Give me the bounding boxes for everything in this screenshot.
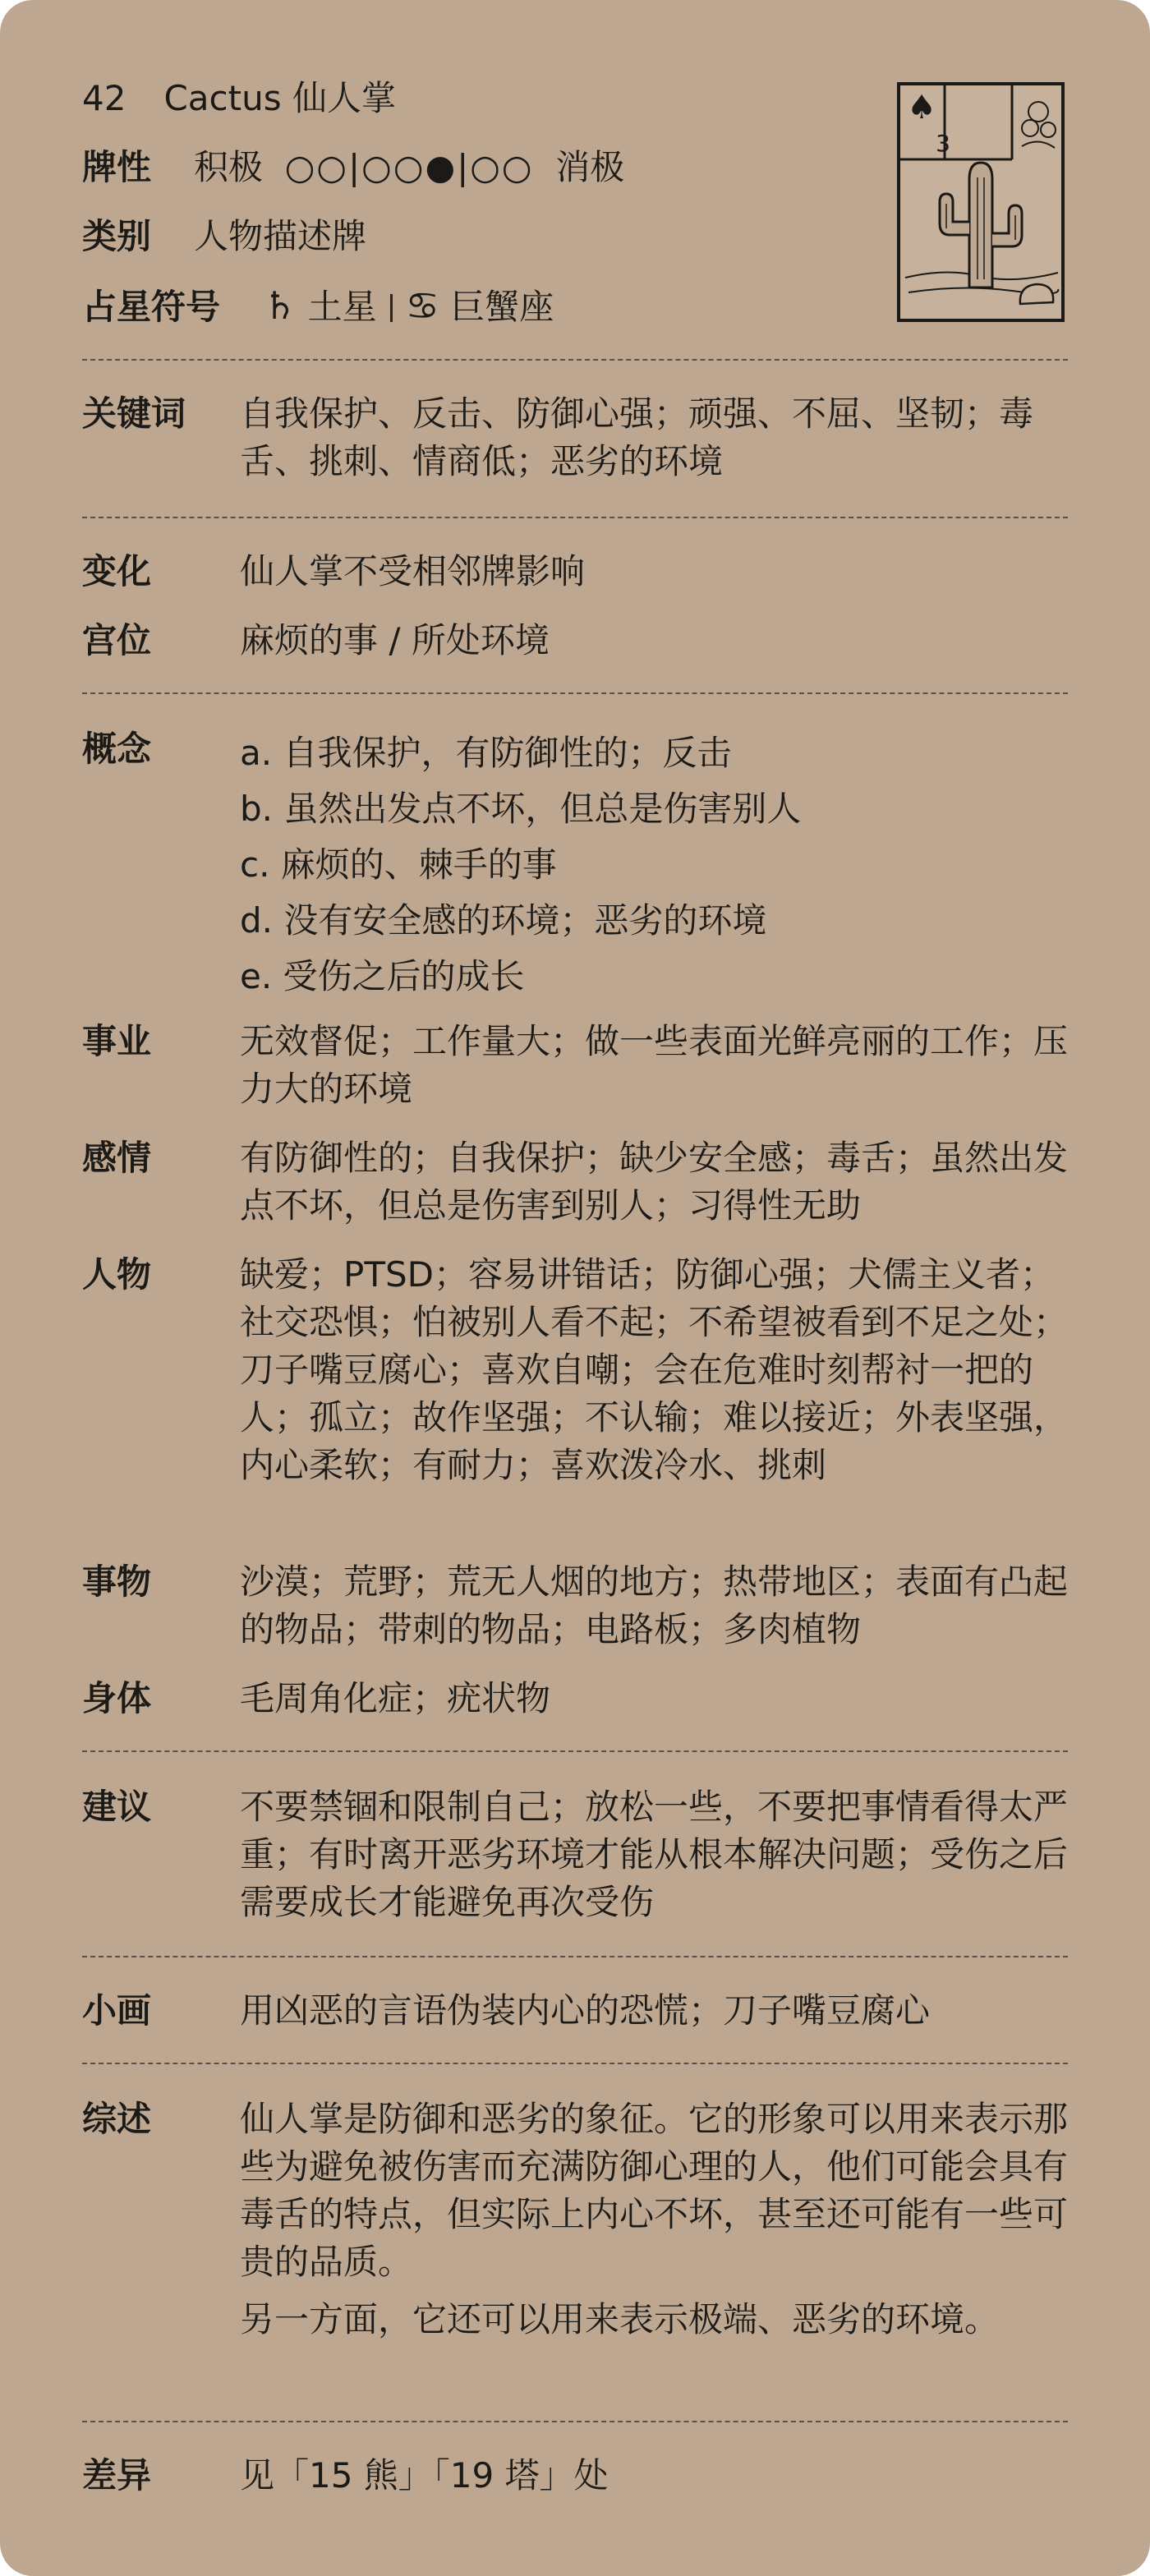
career-value: 无效督促；工作量大；做一些表面光鲜亮丽的工作；压力大的环境 (240, 1021, 1069, 1109)
body-value: 毛周角化症；疣状物 (240, 1678, 551, 1718)
card-rank: 3 (936, 130, 950, 157)
divider (82, 2063, 1068, 2064)
person-label: 人物 (82, 1254, 152, 1295)
person-value: 缺爱；PTSD；容易讲错话；防御心强；犬儒主义者；社交恐惧；怕被别人看不起；不希望被看到不足之处；刀子嘴豆腐心；喜欢自嘲；会在危难时刻帮衬一把的人；孤立；故作坚强；不认输；难以接近；外表坚强，内心柔软；有耐力；喜欢泼冷水、挑刺 (240, 1254, 1069, 1485)
rock-icon (1020, 284, 1053, 304)
card-title-en: Cactus (163, 78, 282, 118)
astro-separator (390, 294, 393, 322)
divider (82, 2421, 1068, 2422)
concept-item-c: c. 麻烦的、棘手的事 (240, 844, 557, 885)
concept-item-d: d. 没有安全感的环境；恶劣的环境 (240, 900, 767, 941)
card-title-cn: 仙人掌 (292, 78, 396, 118)
polarity-scale: ○○|○○●|○○ (284, 147, 534, 187)
summary-paragraph-2: 另一方面，它还可以用来表示极端、恶劣的环境。 (240, 2299, 1000, 2339)
advice-label: 建议 (82, 1787, 152, 1827)
things-label: 事物 (82, 1562, 152, 1602)
sketch-value: 用凶恶的言语伪装内心的恐慌；刀子嘴豆腐心 (240, 1990, 931, 2031)
summary-text (240, 2095, 1071, 2353)
category-value: 人物描述牌 (194, 216, 367, 256)
category-label: 类别 (82, 216, 152, 256)
category-row (82, 202, 366, 271)
concept-label: 概念 (82, 729, 152, 769)
love-label: 感情 (82, 1138, 152, 1178)
advice-value: 不要禁锢和限制自己；放松一些，不要把事情看得太严重；有时离开恶劣环境才能从根本解决问题；受伤之后需要成长才能避免再次受伤 (240, 1787, 1069, 1922)
concept-item-b: b. 虽然出发点不坏，但总是伤害别人 (240, 789, 802, 829)
polarity-positive: 积极 (194, 147, 264, 187)
astro-label: 占星符号 (82, 287, 221, 327)
change-value: 仙人掌不受相邻牌影响 (240, 551, 586, 591)
sketch-label: 小画 (82, 1990, 152, 2031)
body-label: 身体 (82, 1678, 152, 1718)
house-value: 麻烦的事 / 所处环境 (240, 620, 550, 660)
divider (82, 692, 1068, 694)
card-number: 42 (82, 78, 126, 118)
divider (82, 1956, 1068, 1957)
cancer-icon: ♋ (405, 283, 439, 328)
divider (82, 1750, 1068, 1752)
polarity-label: 牌性 (82, 147, 152, 187)
keywords-label: 关键词 (82, 393, 186, 434)
divider (82, 359, 1068, 361)
difference-value: 见「15 熊」「19 塔」处 (240, 2455, 609, 2496)
spade-icon: ♠ (907, 89, 936, 126)
keywords-value: 自我保护、反击、防御心强；顽强、不屈、坚韧；毒舌、挑刺、情商低；恶劣的环境 (240, 393, 1034, 481)
house-label: 宫位 (82, 620, 152, 660)
card-title-row (82, 64, 396, 133)
cactus-card-illustration (897, 82, 1065, 322)
polarity-negative: 消极 (555, 147, 625, 187)
polarity-row (82, 133, 624, 202)
divider (82, 517, 1068, 518)
love-value: 有防御性的；自我保护；缺少安全感；毒舌；虽然出发点不坏，但总是伤害到别人；习得性无助 (240, 1138, 1069, 1226)
summary-label: 综述 (82, 2099, 152, 2139)
astro-sign: 巨蟹座 (450, 287, 554, 327)
saturn-icon: ♄ (263, 283, 297, 328)
change-label: 变化 (82, 551, 152, 591)
summary-paragraph-1: 仙人掌是防御和恶劣的象征。它的形象可以用来表示那些为避免被伤害而充满防御心理的人，他们可能会具有毒舌的特点，但实际上内心不坏，甚至还可能有一些可贵的品质。 (240, 2099, 1069, 2282)
career-label: 事业 (82, 1021, 152, 1061)
concept-item-e: e. 受伤之后的成长 (240, 956, 525, 996)
concept-list (240, 725, 1071, 1005)
astro-row (82, 271, 554, 342)
concept-item-a: a. 自我保护，有防御性的；反击 (240, 733, 732, 773)
astro-planet: 土星 (307, 287, 377, 327)
difference-label: 差异 (82, 2455, 152, 2496)
things-value: 沙漠；荒野；荒无人烟的地方；热带地区；表面有凸起的物品；带刺的物品；电路板；多肉植物 (240, 1562, 1069, 1649)
